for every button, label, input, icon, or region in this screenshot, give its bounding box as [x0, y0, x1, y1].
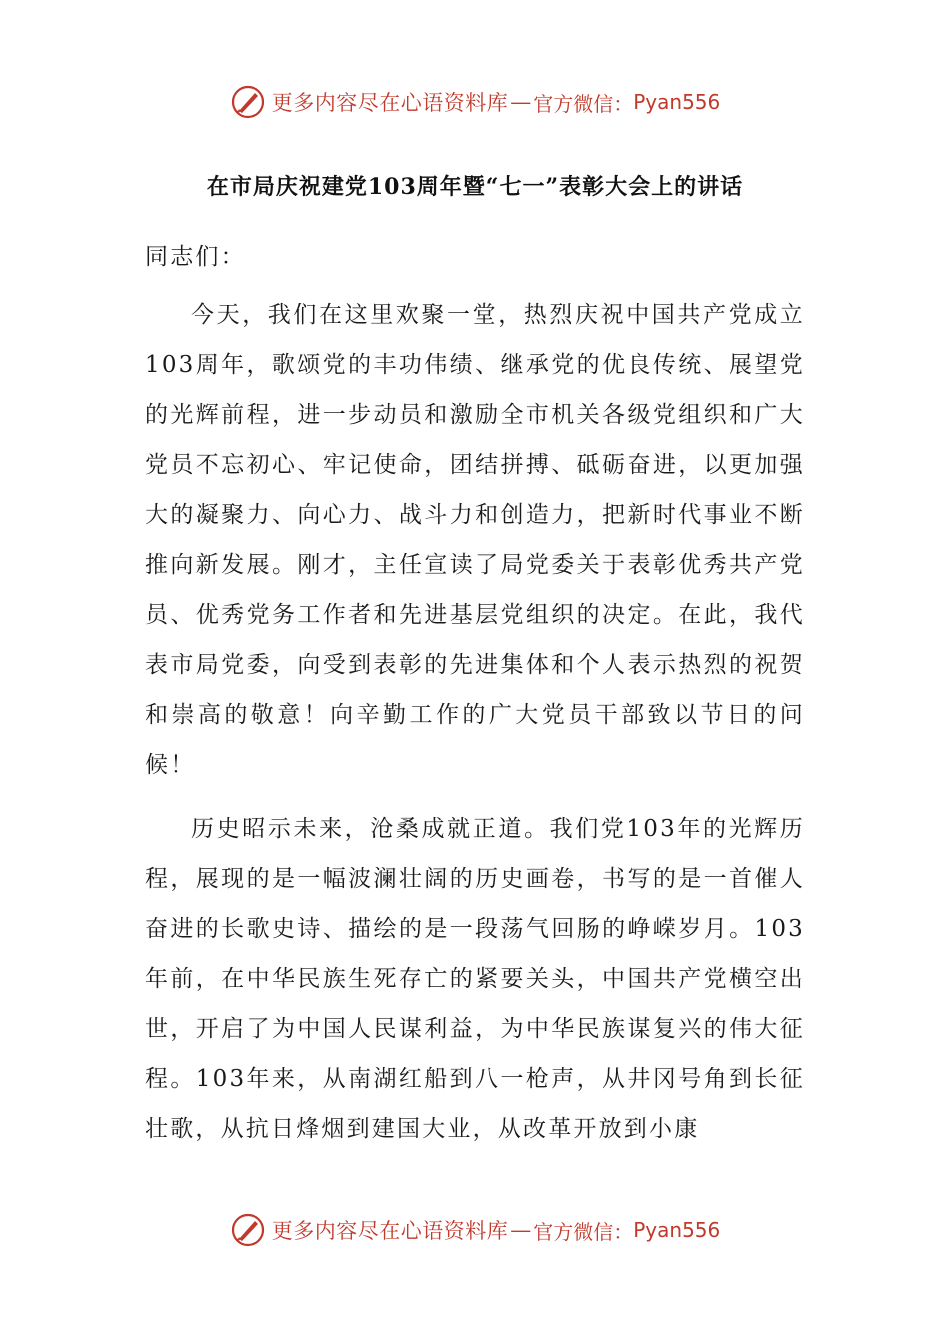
header-watermark	[0, 82, 950, 122]
document-title: 在市局庆祝建党103周年暨“七一”表彰大会上的讲话	[206, 174, 744, 200]
wechat-id: Pyan556	[633, 90, 721, 114]
footer-watermark	[0, 1210, 950, 1250]
salutation: 同志们：	[145, 244, 246, 270]
brand-text: 更多内容尽在心语资料库	[271, 91, 509, 115]
quill-logo-icon	[230, 84, 266, 120]
paragraph: 历史昭示未来，沧桑成就正道。我们党103年的光辉历程，展现的是一幅波澜壮阔的历史画卷，书写的是一首催人奋进的长歌史诗、描绘的是一段荡气回肠的峥嵘岁月。103年前，在中华民族生死存亡的紧要关头，中国共产党横空出世，开启了为中国人民谋利益，为中华民族谋复兴的伟大征程。103年来，从南湖红船到八一枪声，从井冈号角到长征壮歌，从抗日烽烟到建国大业，从改革开放到小康	[145, 816, 805, 1142]
brand-text: 更多内容尽在心语资料库	[271, 1219, 509, 1243]
official-label: 官方微信：	[533, 1219, 634, 1244]
wechat-id: Pyan556	[633, 1218, 721, 1242]
separator: —	[510, 1218, 532, 1242]
separator: —	[510, 90, 532, 114]
paragraph: 今天，我们在这里欢聚一堂，热烈庆祝中国共产党成立103周年，歌颂党的丰功伟绩、继承党的优良传统、展望党的光辉前程，进一步动员和激励全市机关各级党组织和广大党员不忘初心、牢记使命，团结拼搏、砥砺奋进，以更加强大的凝聚力、向心力、战斗力和创造力，把新时代事业不断推向新发展。刚才，主任宣读了局党委关于表彰优秀共产党员、优秀党务工作者和先进基层党组织的决定。在此，我代表市局党委，向受到表彰的先进集体和个人表示热烈的祝贺和崇高的敬意！向辛勤工作的广大党员干部致以节日的问候！	[145, 302, 805, 778]
quill-logo-icon	[230, 1212, 266, 1248]
official-label: 官方微信：	[533, 91, 634, 116]
document-body	[145, 232, 805, 1168]
